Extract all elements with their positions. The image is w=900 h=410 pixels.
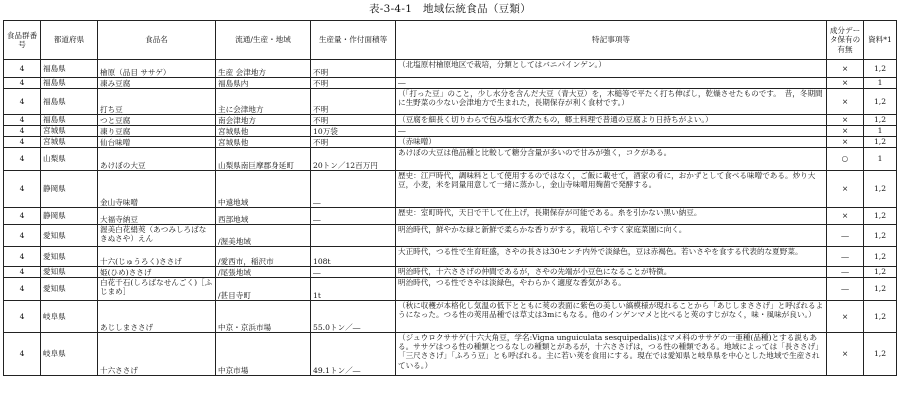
row-food-name: あじしまささげ bbox=[98, 301, 216, 333]
header-production-amount: 生産量・作付面積等 bbox=[311, 21, 396, 60]
row-prefecture: 静岡県 bbox=[41, 171, 98, 208]
row-distribution-area: 宮城県他 bbox=[216, 126, 311, 137]
row-food-name: 大福寺納豆 bbox=[98, 208, 216, 225]
row-production-amount: 不明 bbox=[311, 60, 396, 78]
header-distribution-area: 流通/生産・地域 bbox=[216, 21, 311, 60]
row-food-group-no: 4 bbox=[4, 333, 41, 376]
row-reference: 1,2 bbox=[864, 89, 897, 115]
row-composition-data: × bbox=[827, 60, 864, 78]
row-food-group-no: 4 bbox=[4, 126, 41, 137]
row-food-name: 渥美白花絹莢（あつみしろばなきぬさや）えん bbox=[98, 225, 216, 247]
row-food-group-no: 4 bbox=[4, 137, 41, 148]
table-row bbox=[4, 301, 897, 333]
row-food-group-no: 4 bbox=[4, 278, 41, 301]
row-production-amount: 49.1トン／― bbox=[311, 333, 396, 376]
table-row bbox=[4, 267, 897, 278]
row-production-amount bbox=[311, 225, 396, 247]
row-distribution-area: 生産 会津地方 bbox=[216, 60, 311, 78]
row-prefecture: 愛知県 bbox=[41, 267, 98, 278]
row-notes: （「打った豆」のこと，少し水分を含んだ大豆（青大豆）を，木槌等で平たく打ち伸ばし，乾燥させたものです。 昔，冬期間に生野菜の少ない会津地方で生まれた，長期保存が利く食材です。） bbox=[396, 89, 827, 115]
row-production-amount: ― bbox=[311, 171, 396, 208]
row-composition-data: ― bbox=[827, 267, 864, 278]
row-distribution-area: 山梨県南巨摩郡身延町 bbox=[216, 148, 311, 171]
row-reference: 1,2 bbox=[864, 115, 897, 126]
row-reference: 1,2 bbox=[864, 333, 897, 376]
row-notes: （豆腐を細長く切りわらで包み塩水で煮たもの，郷土料理で普通の豆腐より日持ちがよい。） bbox=[396, 115, 827, 126]
row-reference: 1,2 bbox=[864, 247, 897, 267]
row-production-amount: ― bbox=[311, 208, 396, 225]
row-food-name: 金山寺味噌 bbox=[98, 171, 216, 208]
table-title: 表-3-4-1 地域伝統食品（豆類） bbox=[368, 3, 532, 15]
table-row bbox=[4, 171, 897, 208]
row-notes: （赤味噌） bbox=[396, 137, 827, 148]
row-notes: 明治時代，鮮やかな緑と新鮮で柔らかな香りがする，栽培しやすく家庭菜園に向く。 bbox=[396, 225, 827, 247]
row-production-amount: 10万袋 bbox=[311, 126, 396, 137]
row-food-name: 十六ささげ bbox=[98, 333, 216, 376]
row-food-group-no: 4 bbox=[4, 78, 41, 89]
header-food-name: 食品名 bbox=[98, 21, 216, 60]
row-composition-data: ― bbox=[827, 225, 864, 247]
row-distribution-area: 中京・京浜市場 bbox=[216, 301, 311, 333]
row-food-name: 姫(ひめ)ささげ bbox=[98, 267, 216, 278]
row-notes: （ジュウロクササゲ(十六大角豆，学名:Vigna unguiculata sesquipedalis)はマメ科のササゲの一亜種(品種)とする説もある。ササゲはつる性の種類とつるなしの種類とがあるが，十六ささげは，つる性の種類である。地域によっては「長ささげ」「三尺ささげ」「ふろう豆」とも呼ばれる。主に若い莢を食用にする。現在では愛知県と岐阜県を中心とした地域で生産されている。） bbox=[396, 333, 827, 376]
row-reference: 1,2 bbox=[864, 171, 897, 208]
row-prefecture: 静岡県 bbox=[41, 208, 98, 225]
row-production-amount: 1t bbox=[311, 278, 396, 301]
row-food-group-no: 4 bbox=[4, 148, 41, 171]
row-notes: 大正時代，つる性で生育旺盛，さやの長さは30センチ内外で淡緑色，豆は赤褐色。若いさやを食する代表的な夏野菜。 bbox=[396, 247, 827, 267]
row-prefecture: 岐阜県 bbox=[41, 301, 98, 333]
row-prefecture: 山梨県 bbox=[41, 148, 98, 171]
row-notes: ― bbox=[396, 78, 827, 89]
table-row bbox=[4, 78, 897, 89]
row-food-group-no: 4 bbox=[4, 171, 41, 208]
row-prefecture: 宮城県 bbox=[41, 126, 98, 137]
row-notes: ― bbox=[396, 126, 827, 137]
row-composition-data: × bbox=[827, 208, 864, 225]
row-composition-data: × bbox=[827, 171, 864, 208]
table-row bbox=[4, 208, 897, 225]
table-row bbox=[4, 333, 897, 376]
row-composition-data: × bbox=[827, 301, 864, 333]
row-food-name: 打ち豆 bbox=[98, 89, 216, 115]
row-notes: 明治時代，十六ささげの仲間であるが，さやの先端が小豆色になることが特徴。 bbox=[396, 267, 827, 278]
table-row bbox=[4, 278, 897, 301]
row-food-name: 白花千石(しろばなせんごく)［ふじまめ］ bbox=[98, 278, 216, 301]
row-food-name: 檜原（品目 ササゲ） bbox=[98, 60, 216, 78]
table-row bbox=[4, 225, 897, 247]
row-reference: 1,2 bbox=[864, 301, 897, 333]
row-prefecture: 福島県 bbox=[41, 78, 98, 89]
row-distribution-area: 福島県内 bbox=[216, 78, 311, 89]
row-prefecture: 福島県 bbox=[41, 115, 98, 126]
row-distribution-area: 中遠地域 bbox=[216, 171, 311, 208]
table-row bbox=[4, 148, 897, 171]
table-row bbox=[4, 60, 897, 78]
row-production-amount: 不明 bbox=[311, 78, 396, 89]
row-reference: 1,2 bbox=[864, 60, 897, 78]
row-composition-data: × bbox=[827, 78, 864, 89]
row-food-group-no: 4 bbox=[4, 208, 41, 225]
row-notes: 明治時代，つる性でさやは淡緑色，やわらかく適度な香気がある。 bbox=[396, 278, 827, 301]
row-food-name: 凍み豆腐 bbox=[98, 78, 216, 89]
row-reference: 1,2 bbox=[864, 278, 897, 301]
row-prefecture: 福島県 bbox=[41, 89, 98, 115]
row-production-amount: ― bbox=[311, 267, 396, 278]
row-distribution-area: 宮城県他 bbox=[216, 137, 311, 148]
row-reference: 1 bbox=[864, 148, 897, 171]
row-food-name: あけぼの大豆 bbox=[98, 148, 216, 171]
row-reference: 1,2 bbox=[864, 137, 897, 148]
row-distribution-area: /愛西市，稲沢市 bbox=[216, 247, 311, 267]
row-distribution-area: 南会津地方 bbox=[216, 115, 311, 126]
row-food-name: 仙台味噌 bbox=[98, 137, 216, 148]
row-food-group-no: 4 bbox=[4, 267, 41, 278]
row-reference: 1,2 bbox=[864, 208, 897, 225]
header-notes: 特記事項等 bbox=[396, 21, 827, 60]
row-food-name: つと豆腐 bbox=[98, 115, 216, 126]
row-notes: （秋に収穫が本格化し気温の低下とともに莢の表面に紫色の美しい縞模様が現れることから「あじしまささげ」と呼ばれるようになった。つる性の莢用品種では草丈は3mにもなる。他のインゲンマメと比べると莢のすじがなく，味・風味が良い。） bbox=[396, 301, 827, 333]
row-reference: 1 bbox=[864, 78, 897, 89]
row-distribution-area: /尾張地域 bbox=[216, 267, 311, 278]
row-composition-data: ○ bbox=[827, 148, 864, 171]
row-distribution-area: 西部地域 bbox=[216, 208, 311, 225]
row-reference: 1,2 bbox=[864, 225, 897, 247]
row-food-name: 十六(じゅうろく)ささげ bbox=[98, 247, 216, 267]
row-distribution-area: /渥美地域 bbox=[216, 225, 311, 247]
row-composition-data: × bbox=[827, 333, 864, 376]
header-prefecture: 都道府県 bbox=[41, 21, 98, 60]
row-notes: あけぼの大豆は他品種と比較して糖分含量が多いので甘みが強く，コクがある。 bbox=[396, 148, 827, 171]
row-food-group-no: 4 bbox=[4, 89, 41, 115]
row-distribution-area: 主に会津地方 bbox=[216, 89, 311, 115]
row-reference: 1,2 bbox=[864, 267, 897, 278]
row-production-amount: 55.0トン／― bbox=[311, 301, 396, 333]
row-food-group-no: 4 bbox=[4, 247, 41, 267]
row-food-name: 凍り豆腐 bbox=[98, 126, 216, 137]
row-production-amount: 不明 bbox=[311, 115, 396, 126]
header-composition-data: 成分データ保有の有無 bbox=[827, 21, 864, 60]
traditional-food-table bbox=[3, 20, 897, 376]
table-row bbox=[4, 247, 897, 267]
row-prefecture: 愛知県 bbox=[41, 247, 98, 267]
row-prefecture: 岐阜県 bbox=[41, 333, 98, 376]
row-composition-data: × bbox=[827, 137, 864, 148]
row-composition-data: ― bbox=[827, 278, 864, 301]
table-row bbox=[4, 126, 897, 137]
row-production-amount: 不明 bbox=[311, 89, 396, 115]
row-composition-data: × bbox=[827, 126, 864, 137]
row-food-group-no: 4 bbox=[4, 115, 41, 126]
row-notes: 歴史：室町時代，天日で干して仕上げ，長期保存が可能である。糸を引かない黒い納豆。 bbox=[396, 208, 827, 225]
row-prefecture: 愛知県 bbox=[41, 225, 98, 247]
table-row bbox=[4, 115, 897, 126]
row-prefecture: 宮城県 bbox=[41, 137, 98, 148]
row-composition-data: × bbox=[827, 115, 864, 126]
row-production-amount: 108t bbox=[311, 247, 396, 267]
row-notes: （北塩原村檜原地区で栽培，分類としてはバニパインゲン。） bbox=[396, 60, 827, 78]
row-distribution-area: 中京市場 bbox=[216, 333, 311, 376]
row-prefecture: 愛知県 bbox=[41, 278, 98, 301]
table-row bbox=[4, 137, 897, 148]
row-composition-data: ― bbox=[827, 247, 864, 267]
row-production-amount: 20トン／12百万円 bbox=[311, 148, 396, 171]
row-food-group-no: 4 bbox=[4, 225, 41, 247]
row-food-group-no: 4 bbox=[4, 60, 41, 78]
row-composition-data: × bbox=[827, 89, 864, 115]
header-row bbox=[4, 21, 897, 60]
row-food-group-no: 4 bbox=[4, 301, 41, 333]
header-reference: 資料*1 bbox=[864, 21, 897, 60]
row-notes: 歴史：江戸時代，調味料として使用するのではなく，ご飯に載せて，酒家の肴に，おかずとして食べる味噌である。炒り大豆，小麦，米を同量用意して一緒に蒸かし，金山寺味噌用麹菌で発酵する。 bbox=[396, 171, 827, 208]
header-food-group-no: 食品群番号 bbox=[4, 21, 41, 60]
row-reference: 1 bbox=[864, 126, 897, 137]
table-row bbox=[4, 89, 897, 115]
row-production-amount: 不明 bbox=[311, 137, 396, 148]
row-distribution-area: /甚目寺町 bbox=[216, 278, 311, 301]
row-prefecture: 福島県 bbox=[41, 60, 98, 78]
